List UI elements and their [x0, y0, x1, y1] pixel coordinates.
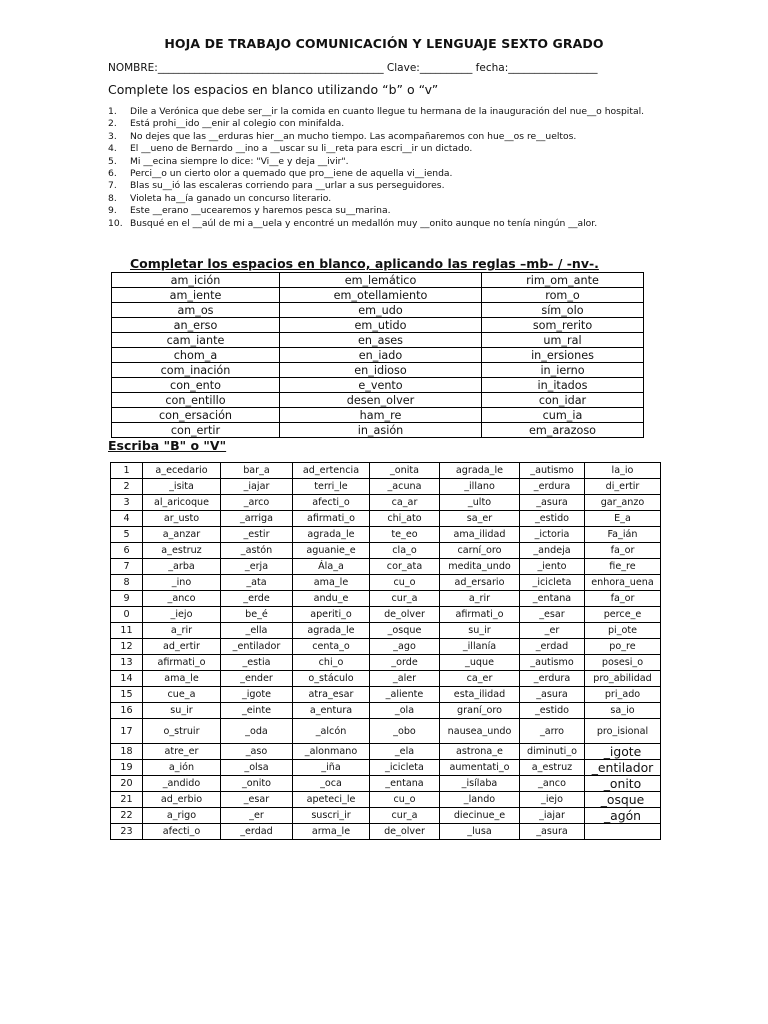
word-cell: _erja	[221, 559, 293, 575]
table-row	[111, 623, 661, 639]
word-cell: con_idar	[482, 393, 644, 408]
word-cell: com_inación	[112, 363, 280, 378]
word-cell: atra_esar	[293, 687, 370, 703]
word-cell: _asura	[520, 824, 585, 840]
word-cell: ad_erbio	[143, 792, 221, 808]
sentence-number: 2.	[108, 118, 117, 130]
word-cell: perce_e	[585, 607, 661, 623]
sentence-item	[108, 180, 668, 192]
word-cell: atre_er	[143, 744, 221, 760]
row-number-cell: 4	[111, 511, 143, 527]
word-cell: pro_isional	[585, 719, 661, 744]
word-cell: _andeja	[520, 543, 585, 559]
table-row	[111, 760, 661, 776]
word-cell: _uque	[440, 655, 520, 671]
word-cell: _icicleta	[370, 760, 440, 776]
word-cell: _ulto	[440, 495, 520, 511]
word-cell: sím_olo	[482, 303, 644, 318]
word-cell: centa_o	[293, 639, 370, 655]
sentence-number: 7.	[108, 180, 117, 192]
table-row	[111, 687, 661, 703]
student-info-line: NOMBRE:___________________________________________ Clave:__________ fecha:_________________	[108, 62, 598, 74]
word-cell: _ella	[221, 623, 293, 639]
word-cell: _isílaba	[440, 776, 520, 792]
word-cell: _aliente	[370, 687, 440, 703]
table-row	[111, 744, 661, 760]
word-cell: ar_usto	[143, 511, 221, 527]
sentence-number: 4.	[108, 143, 117, 155]
row-number-cell: 3	[111, 495, 143, 511]
word-cell: _entana	[520, 591, 585, 607]
table-row	[112, 423, 644, 438]
word-cell: _er	[221, 808, 293, 824]
sentence-text: No dejes que las __erduras hier__an mucho tiempo. Las acompañaremos con hue__os re__ueltos.	[130, 130, 577, 142]
word-cell: _onito	[585, 776, 661, 792]
word-cell: a_rigo	[143, 808, 221, 824]
word-cell: _ela	[370, 744, 440, 760]
word-cell: graní_oro	[440, 703, 520, 719]
row-number-cell: 13	[111, 655, 143, 671]
table-row	[112, 348, 644, 363]
table-row	[111, 575, 661, 591]
word-cell: _iejo	[520, 792, 585, 808]
word-cell: _autismo	[520, 655, 585, 671]
sentence-item	[108, 193, 668, 205]
word-cell: _igote	[221, 687, 293, 703]
word-cell: di_ertir	[585, 479, 661, 495]
word-cell: andu_e	[293, 591, 370, 607]
word-cell: _alcón	[293, 719, 370, 744]
row-number-cell: 2	[111, 479, 143, 495]
word-cell: cor_ata	[370, 559, 440, 575]
word-cell: _aso	[221, 744, 293, 760]
table-row	[112, 288, 644, 303]
word-cell: ad_ersario	[440, 575, 520, 591]
row-number-cell: 5	[111, 527, 143, 543]
word-cell: _erdad	[221, 824, 293, 840]
row-number-cell: 23	[111, 824, 143, 840]
table-row	[111, 824, 661, 840]
word-cell: _igote	[585, 744, 661, 760]
word-cell: _ata	[221, 575, 293, 591]
word-cell: o_struir	[143, 719, 221, 744]
table-row	[111, 495, 661, 511]
row-number-cell: 20	[111, 776, 143, 792]
word-cell: _erde	[221, 591, 293, 607]
word-cell: chi_ato	[370, 511, 440, 527]
word-cell: in_ierno	[482, 363, 644, 378]
word-cell: em_lemático	[280, 273, 482, 288]
word-cell: afecti_o	[143, 824, 221, 840]
table-row	[111, 808, 661, 824]
word-cell: desen_olver	[280, 393, 482, 408]
row-number-cell: 14	[111, 671, 143, 687]
word-cell: te_eo	[370, 527, 440, 543]
word-cell: _esar	[520, 607, 585, 623]
word-cell: _illano	[440, 479, 520, 495]
sentence-text: Violeta ha__ía ganado un concurso literario.	[130, 192, 332, 204]
word-cell: _alonmano	[293, 744, 370, 760]
word-cell: ama_ilidad	[440, 527, 520, 543]
word-cell: _erdura	[520, 479, 585, 495]
word-cell: _ago	[370, 639, 440, 655]
table-row	[112, 408, 644, 423]
word-cell: em_udo	[280, 303, 482, 318]
word-cell: ad_ertir	[143, 639, 221, 655]
word-cell: _asura	[520, 687, 585, 703]
table-row	[112, 378, 644, 393]
word-cell: _ictoria	[520, 527, 585, 543]
word-cell: agrada_le	[293, 527, 370, 543]
word-cell: _anco	[520, 776, 585, 792]
word-cell: am_ición	[112, 273, 280, 288]
word-cell: _olsa	[221, 760, 293, 776]
sentence-number: 8.	[108, 192, 117, 204]
instruction-mb-nv: Completar los espacios en blanco, aplicando las reglas –mb- / -nv-.	[130, 256, 599, 271]
sentence-number: 5.	[108, 155, 117, 167]
word-cell: _entilador	[585, 760, 661, 776]
word-cell: am_os	[112, 303, 280, 318]
word-cell: _obo	[370, 719, 440, 744]
word-cell: en_idioso	[280, 363, 482, 378]
sentence-number: 6.	[108, 168, 117, 180]
word-cell: posesi_o	[585, 655, 661, 671]
sentence-number: 3.	[108, 130, 117, 142]
word-cell: cue_a	[143, 687, 221, 703]
word-cell: _lusa	[440, 824, 520, 840]
word-cell: ca_er	[440, 671, 520, 687]
word-cell: _erdad	[520, 639, 585, 655]
row-number-cell: 22	[111, 808, 143, 824]
word-cell: carní_oro	[440, 543, 520, 559]
table-row	[111, 639, 661, 655]
sentence-text: Busqué en el __aúl de mi a__uela y encontré un medallón muy __onito aunque no tenía ningún __alor.	[130, 217, 598, 229]
word-cell: _entilador	[221, 639, 293, 655]
word-cell: fa_or	[585, 591, 661, 607]
sentence-item	[108, 106, 668, 118]
word-cell: _agón	[585, 808, 661, 824]
sentence-item	[108, 156, 668, 168]
word-cell: _oda	[221, 719, 293, 744]
word-cell: _ola	[370, 703, 440, 719]
word-cell: esta_ilidad	[440, 687, 520, 703]
word-cell: _astón	[221, 543, 293, 559]
word-cell: _osque	[585, 792, 661, 808]
word-cell: ama_le	[293, 575, 370, 591]
word-cell: pri_ado	[585, 687, 661, 703]
word-cell: afirmati_o	[143, 655, 221, 671]
word-cell: in_itados	[482, 378, 644, 393]
word-cell: sa_er	[440, 511, 520, 527]
sentence-item	[108, 131, 668, 143]
word-cell: fie_re	[585, 559, 661, 575]
sentence-item	[108, 118, 668, 130]
word-cell: e_vento	[280, 378, 482, 393]
word-cell: a_ión	[143, 760, 221, 776]
word-cell: an_erso	[112, 318, 280, 333]
sentence-number: 10.	[108, 217, 123, 229]
word-cell: su_ir	[143, 703, 221, 719]
word-cell: _arriga	[221, 511, 293, 527]
word-cell: o_stáculo	[293, 671, 370, 687]
row-number-cell: 0	[111, 607, 143, 623]
word-cell: con_ento	[112, 378, 280, 393]
word-cell: bar_a	[221, 463, 293, 479]
word-cell	[585, 824, 661, 840]
mb-nv-table	[111, 272, 644, 438]
word-cell: _entana	[370, 776, 440, 792]
word-cell: ama_le	[143, 671, 221, 687]
word-cell: agrada_le	[440, 463, 520, 479]
table-row	[111, 591, 661, 607]
word-cell: _ender	[221, 671, 293, 687]
word-cell: a_estruz	[520, 760, 585, 776]
word-cell: _esar	[221, 792, 293, 808]
row-number-cell: 9	[111, 591, 143, 607]
sentence-text: Perci__o un cierto olor a quemado que pro__iene de aquella vi__ienda.	[130, 168, 453, 180]
table-row	[111, 703, 661, 719]
word-cell: cu_o	[370, 792, 440, 808]
word-cell: pro_abilidad	[585, 671, 661, 687]
word-cell: in_ersiones	[482, 348, 644, 363]
word-cell: _iña	[293, 760, 370, 776]
table-row	[111, 463, 661, 479]
sentence-text: Dile a Verónica que debe ser__ir la comida en cuanto llegue tu hermana de la inauguración del nue__o hospital.	[130, 106, 645, 117]
row-number-cell: 7	[111, 559, 143, 575]
word-cell: som_rerito	[482, 318, 644, 333]
word-cell: _estia	[221, 655, 293, 671]
word-cell: chi_o	[293, 655, 370, 671]
table-row	[111, 511, 661, 527]
word-cell: al_aricoque	[143, 495, 221, 511]
word-cell: cum_ia	[482, 408, 644, 423]
word-cell: em_arazoso	[482, 423, 644, 438]
word-cell: _orde	[370, 655, 440, 671]
word-cell: E_a	[585, 511, 661, 527]
word-cell: _anco	[143, 591, 221, 607]
table-row	[111, 792, 661, 808]
sentence-text: Está prohi__ido __enir al colegio con minifalda.	[130, 118, 345, 130]
table-row	[112, 303, 644, 318]
page-title: HOJA DE TRABAJO COMUNICACIÓN Y LENGUAJE SEXTO GRADO	[164, 36, 604, 51]
sentence-text: El __ueno de Bernardo __ino a __uscar su li__reta para escri__ir un dictado.	[130, 143, 473, 155]
table-row	[111, 607, 661, 623]
sentence-text: Mi __ecina siempre lo dice: "Vi__e y deja __ivir".	[130, 155, 349, 167]
word-cell: _arco	[221, 495, 293, 511]
table-row	[111, 479, 661, 495]
b-v-word-table	[110, 462, 661, 840]
word-cell: _illanía	[440, 639, 520, 655]
word-cell: afirmati_o	[440, 607, 520, 623]
sentence-text: Este __erano __ucearemos y haremos pesca su__marina.	[130, 205, 391, 217]
table-row	[112, 363, 644, 378]
word-cell: _asura	[520, 495, 585, 511]
instruction-b-v-sentences: Complete los espacios en blanco utilizando “b” o “v”	[108, 82, 439, 97]
word-cell: gar_anzo	[585, 495, 661, 511]
word-cell: a_anzar	[143, 527, 221, 543]
word-cell: rim_om_ante	[482, 273, 644, 288]
word-cell: sa_io	[585, 703, 661, 719]
word-cell: Fa_ián	[585, 527, 661, 543]
word-cell: apeteci_le	[293, 792, 370, 808]
table-row	[111, 559, 661, 575]
sentence-text: Blas su__ió las escaleras corriendo para __urlar a sus perseguidores.	[130, 180, 445, 192]
word-cell: _oca	[293, 776, 370, 792]
word-cell: _onito	[221, 776, 293, 792]
word-cell: con_ersación	[112, 408, 280, 423]
word-cell: _erdura	[520, 671, 585, 687]
word-cell: am_iente	[112, 288, 280, 303]
word-cell: astrona_e	[440, 744, 520, 760]
word-cell: cla_o	[370, 543, 440, 559]
word-cell: aumentati_o	[440, 760, 520, 776]
word-cell: um_ral	[482, 333, 644, 348]
word-cell: _andido	[143, 776, 221, 792]
sentence-number: 9.	[108, 205, 117, 217]
word-cell: _estido	[520, 703, 585, 719]
word-cell: ca_ar	[370, 495, 440, 511]
word-cell: _icicleta	[520, 575, 585, 591]
table-row	[111, 719, 661, 744]
row-number-cell: 18	[111, 744, 143, 760]
word-cell: _autismo	[520, 463, 585, 479]
word-cell: a_ecedario	[143, 463, 221, 479]
word-cell: de_olver	[370, 824, 440, 840]
word-cell: medita_undo	[440, 559, 520, 575]
word-cell: suscri_ir	[293, 808, 370, 824]
sentence-list	[108, 106, 668, 230]
sentence-item	[108, 143, 668, 155]
table-row	[111, 527, 661, 543]
word-cell: _onita	[370, 463, 440, 479]
word-cell: rom_o	[482, 288, 644, 303]
word-cell: nausea_undo	[440, 719, 520, 744]
word-cell: de_olver	[370, 607, 440, 623]
table-row	[112, 318, 644, 333]
word-cell: be_é	[221, 607, 293, 623]
word-cell: _arba	[143, 559, 221, 575]
row-number-cell: 1	[111, 463, 143, 479]
sentence-item	[108, 218, 668, 230]
word-cell: ad_ertencia	[293, 463, 370, 479]
word-cell: em_otellamiento	[280, 288, 482, 303]
word-cell: _iejo	[143, 607, 221, 623]
word-cell: _acuna	[370, 479, 440, 495]
word-cell: afecti_o	[293, 495, 370, 511]
word-cell: su_ir	[440, 623, 520, 639]
word-cell: a_rir	[440, 591, 520, 607]
word-cell: _ino	[143, 575, 221, 591]
word-cell: in_asión	[280, 423, 482, 438]
word-cell: con_entillo	[112, 393, 280, 408]
word-cell: la_io	[585, 463, 661, 479]
word-cell: diecinue_e	[440, 808, 520, 824]
table-row	[111, 655, 661, 671]
word-cell: _isita	[143, 479, 221, 495]
word-cell: chom_a	[112, 348, 280, 363]
row-number-cell: 15	[111, 687, 143, 703]
row-number-cell: 11	[111, 623, 143, 639]
word-cell: _iajar	[520, 808, 585, 824]
row-number-cell: 12	[111, 639, 143, 655]
word-cell: _iajar	[221, 479, 293, 495]
word-cell: a_estruz	[143, 543, 221, 559]
sentence-number: 1.	[108, 106, 117, 117]
word-cell: _estir	[221, 527, 293, 543]
word-cell: pi_ote	[585, 623, 661, 639]
row-number-cell: 16	[111, 703, 143, 719]
word-cell: terri_le	[293, 479, 370, 495]
word-cell: a_entura	[293, 703, 370, 719]
word-cell: Ála_a	[293, 559, 370, 575]
word-cell: _iento	[520, 559, 585, 575]
word-cell: _estido	[520, 511, 585, 527]
row-number-cell: 6	[111, 543, 143, 559]
row-number-cell: 8	[111, 575, 143, 591]
sentence-item	[108, 205, 668, 217]
table-row	[111, 543, 661, 559]
word-cell: po_re	[585, 639, 661, 655]
row-number-cell: 19	[111, 760, 143, 776]
table-row	[112, 273, 644, 288]
row-number-cell: 17	[111, 719, 143, 744]
word-cell: afirmati_o	[293, 511, 370, 527]
word-cell: _aler	[370, 671, 440, 687]
word-cell: _einte	[221, 703, 293, 719]
row-number-cell: 21	[111, 792, 143, 808]
table-row	[112, 333, 644, 348]
word-cell: fa_or	[585, 543, 661, 559]
word-cell: diminuti_o	[520, 744, 585, 760]
word-cell: arma_le	[293, 824, 370, 840]
word-cell: ham_re	[280, 408, 482, 423]
sentence-item	[108, 168, 668, 180]
word-cell: en_ases	[280, 333, 482, 348]
word-cell: aperiti_o	[293, 607, 370, 623]
word-cell: a_rir	[143, 623, 221, 639]
word-cell: en_iado	[280, 348, 482, 363]
word-cell: _er	[520, 623, 585, 639]
instruction-write-b-v: Escriba "B" o "V"	[108, 438, 227, 453]
word-cell: aguanie_e	[293, 543, 370, 559]
word-cell: cam_iante	[112, 333, 280, 348]
word-cell: enhora_uena	[585, 575, 661, 591]
word-cell: cu_o	[370, 575, 440, 591]
word-cell: em_utido	[280, 318, 482, 333]
word-cell: _osque	[370, 623, 440, 639]
word-cell: con_ertir	[112, 423, 280, 438]
word-cell: cur_a	[370, 808, 440, 824]
word-cell: agrada_le	[293, 623, 370, 639]
table-row	[111, 671, 661, 687]
word-cell: cur_a	[370, 591, 440, 607]
table-row	[112, 393, 644, 408]
word-cell: _arro	[520, 719, 585, 744]
word-cell: _lando	[440, 792, 520, 808]
table-row	[111, 776, 661, 792]
